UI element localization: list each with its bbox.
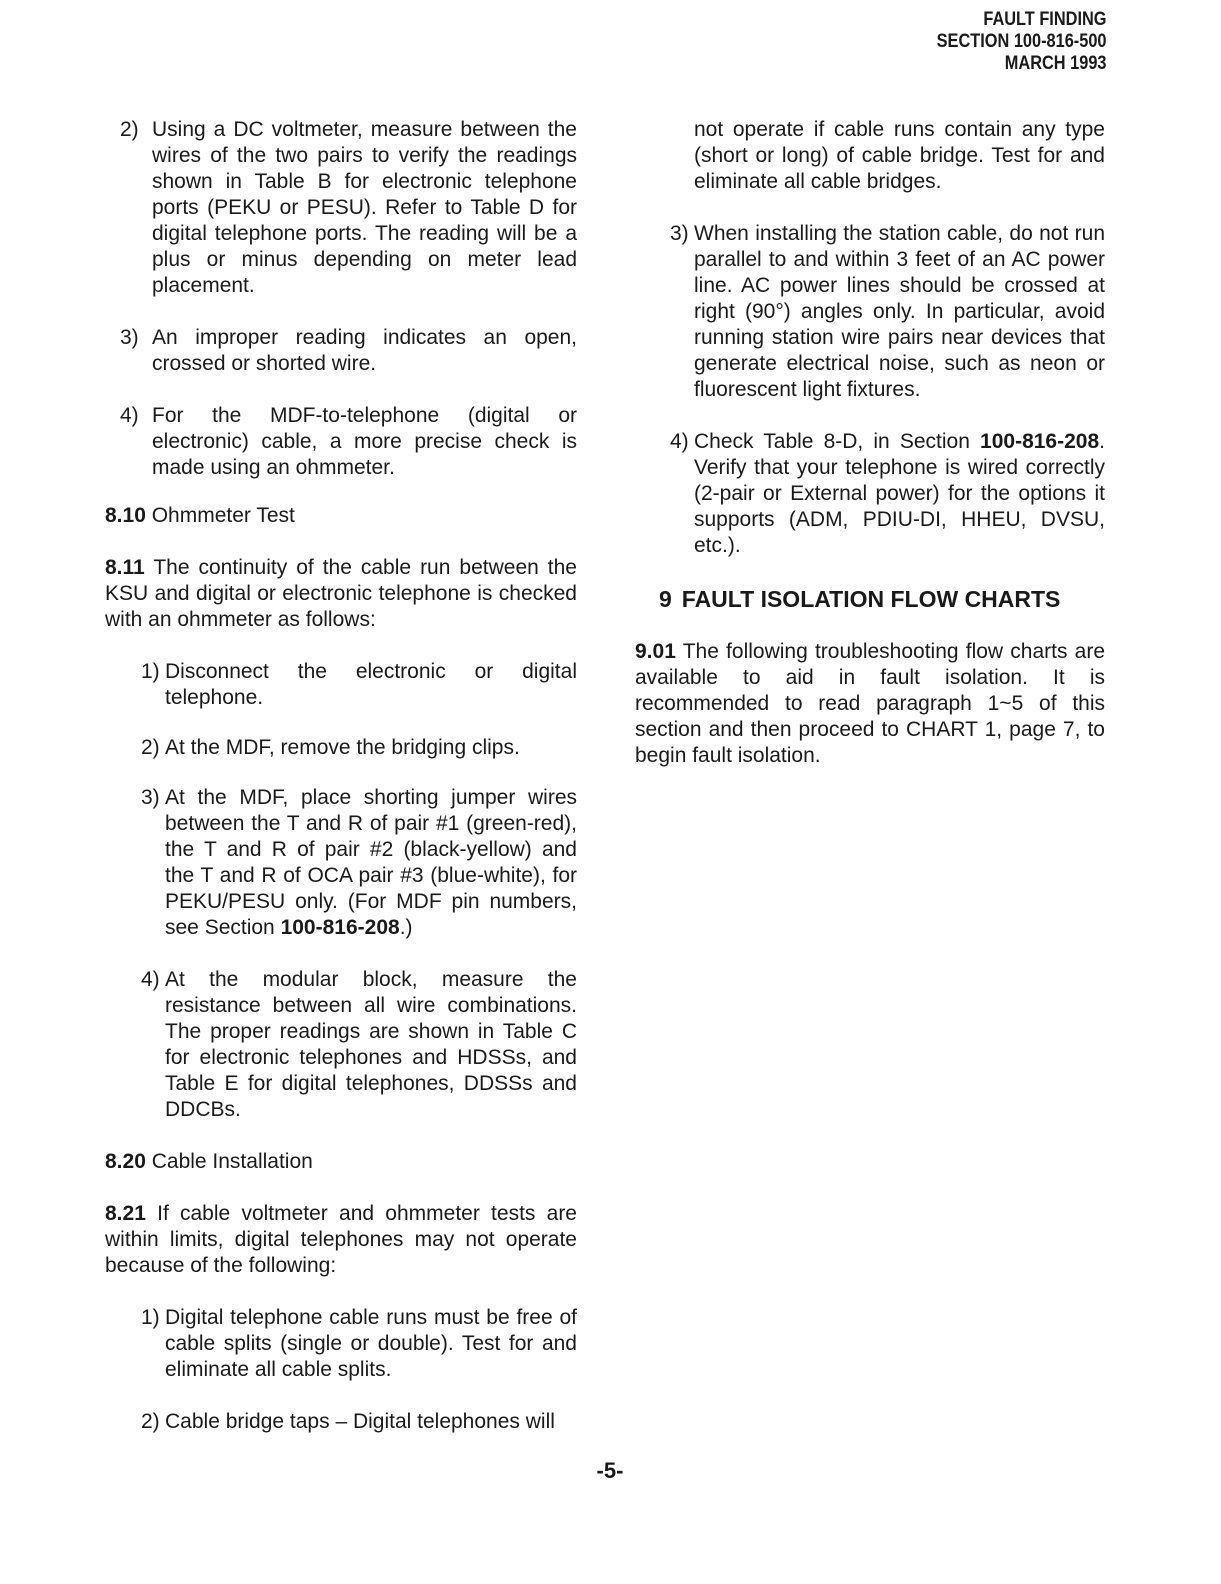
right-column xyxy=(635,117,1105,769)
item-text: At the modular block, measure the resistance between all wire combinations. The proper readings are shown in Table C for electronic telephones and HDSSs, and Table E for digital telephones, DDSSs and DDCBs. xyxy=(165,968,577,1121)
item-number: 2) xyxy=(120,118,139,141)
continued-text: not operate if cable runs contain any type (short or long) of cable bridge. Test for and eliminate all cable bridges. xyxy=(694,118,1105,193)
item-text-wrapper xyxy=(694,429,1105,559)
paragraph-9-01 xyxy=(635,639,1105,769)
header-date: MARCH 1993 xyxy=(1004,53,1106,74)
list-item xyxy=(120,117,577,299)
section-heading-8-20 xyxy=(105,1149,577,1175)
section-heading-8-10 xyxy=(105,503,577,529)
header-section: SECTION 100-816-500 xyxy=(936,31,1106,52)
list-item xyxy=(670,221,1105,403)
section-reference: 100-816-208 xyxy=(280,916,400,939)
item-text: Check Table 8-D, in Section xyxy=(694,430,981,453)
item-text: At the MDF, remove the bridging clips. xyxy=(165,736,520,759)
item-number: 1) xyxy=(141,1306,160,1329)
section-title: Ohmmeter Test xyxy=(151,504,295,527)
paragraph-number: 8.21 xyxy=(105,1202,146,1225)
item-text: Digital telephone cable runs must be free of cable splits (single or double). Test for and eliminate all cable splits. xyxy=(165,1306,577,1381)
paragraph-text: The following troubleshooting flow charts are available to aid in fault isolation. It is recommended to read paragraph 1~5 of this section and then proceed to CHART 1, page 7, to begin fault isolation. xyxy=(635,640,1105,767)
paragraph-text: The continuity of the cable run between the KSU and digital or electronic telephone is checked with an ohmmeter as follows: xyxy=(105,556,577,631)
paragraph-8-21 xyxy=(105,1201,577,1279)
section-heading-9 xyxy=(635,585,1105,613)
item-text-tail: . Verify that your telephone is wired correctly (2-pair or External power) for the options it supports (ADM, PDIU-DI, HHEU, DVSU, etc.). xyxy=(694,430,1105,557)
list-item xyxy=(141,967,577,1123)
item-number: 1) xyxy=(141,660,160,683)
item-text-tail: .) xyxy=(399,916,413,939)
paragraph-number: 9.01 xyxy=(635,640,676,663)
list-item xyxy=(120,325,577,377)
item-text: Using a DC voltmeter, measure between the wires of the two pairs to verify the readings shown in Table B for electronic telephone ports (PEKU or PESU). Refer to Table D for digital telephone ports. The reading will be a plus or minus depending on meter lead placement. xyxy=(152,118,577,297)
page-number: -5- xyxy=(596,1458,624,1483)
item-number: 4) xyxy=(670,430,689,453)
item-text: At the MDF, place shorting jumper wires between the T and R of pair #1 (green-red), the T and R of pair #2 (black-yellow) and the T and R of OCA pair #3 (blue-white), for PEKU/PESU only. (For MDF pin numbers, see Section xyxy=(165,786,577,939)
section-number: 9 xyxy=(659,586,672,612)
list-item xyxy=(141,1409,577,1435)
item-number: 3) xyxy=(120,326,139,349)
paragraph-8-11 xyxy=(105,555,577,633)
item-number: 2) xyxy=(141,736,160,759)
paragraph-number: 8.11 xyxy=(105,556,145,579)
item-number: 4) xyxy=(120,404,139,427)
section-title: FAULT ISOLATION FLOW CHARTS xyxy=(681,586,1061,612)
item-number: 3) xyxy=(670,222,689,245)
item-text: Cable bridge taps – Digital telephones will xyxy=(165,1410,555,1433)
page-header xyxy=(936,9,1106,75)
item-text: An improper reading indicates an open, crossed or shorted wire. xyxy=(152,326,577,375)
paragraph-text: If cable voltmeter and ohmmeter tests are within limits, digital telephones may not operate because of the following: xyxy=(105,1202,577,1277)
item-text-wrapper xyxy=(165,785,577,941)
item-number: 2) xyxy=(141,1410,160,1433)
left-column xyxy=(105,117,577,1435)
item-number: 4) xyxy=(141,968,160,991)
section-number: 8.20 xyxy=(105,1150,146,1173)
section-number: 8.10 xyxy=(105,504,146,527)
item-text: For the MDF-to-telephone (digital or electronic) cable, a more precise check is made using an ohmmeter. xyxy=(152,404,577,479)
list-item xyxy=(120,403,577,481)
list-item xyxy=(141,735,577,761)
list-item xyxy=(141,1305,577,1383)
list-item xyxy=(141,659,577,711)
item-text: Disconnect the electronic or digital telephone. xyxy=(165,660,577,709)
header-title: FAULT FINDING xyxy=(982,9,1106,30)
item-number: 3) xyxy=(141,786,160,809)
item-text: When installing the station cable, do not run parallel to and within 3 feet of an AC power line. AC power lines should be crossed at right (90°) angles only. In particular, avoid running station wire pairs near devices that generate electrical noise, such as neon or fluorescent light fixtures. xyxy=(694,222,1105,401)
section-title: Cable Installation xyxy=(151,1150,313,1173)
list-item xyxy=(141,785,577,941)
section-reference: 100-816-208 xyxy=(980,430,1100,453)
list-item xyxy=(670,429,1105,559)
